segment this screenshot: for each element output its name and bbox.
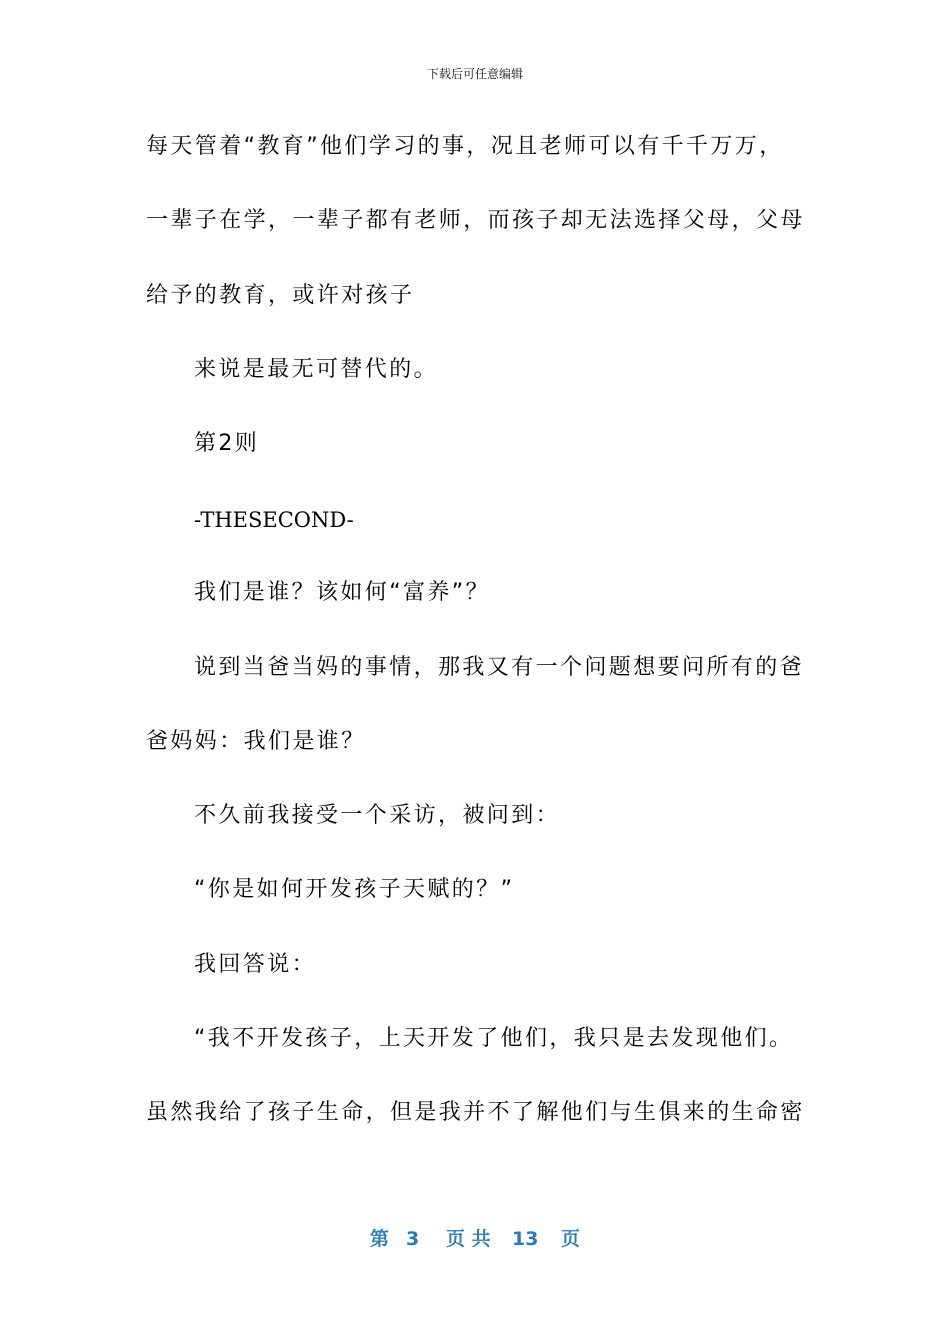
paragraph-line: 一辈子在学，一辈子都有老师，而孩子却无法选择父母，父母	[146, 208, 805, 233]
footer-suffix: 页	[561, 1228, 581, 1250]
paragraph-line: 我们是谁？该如何“富养”？	[194, 580, 490, 605]
paragraph-line: “我不开发孩子，上天开发了他们，我只是去发现他们。	[194, 1026, 794, 1051]
paragraph-line: 来说是最无可替代的。	[194, 357, 439, 382]
paragraph-line: 每天管着“教育”他们学习的事，况且老师可以有千千万万，	[146, 134, 784, 159]
paragraph-line: 不久前我接受一个采访，被问到：	[194, 803, 561, 828]
footer-prefix: 第	[370, 1228, 390, 1250]
section-subheading: -THESECOND-	[194, 508, 354, 532]
footer-middle: 页 共	[446, 1228, 491, 1250]
paragraph-line: 我回答说：	[194, 952, 317, 977]
page-footer	[0, 1226, 950, 1252]
section-heading: 第2则	[194, 431, 260, 456]
paragraph-line: 爸妈妈：我们是谁？	[146, 729, 366, 754]
paragraph-line: 给予的教育，或许对孩子	[146, 283, 415, 308]
paragraph-line: 虽然我给了孩子生命，但是我并不了解他们与生俱来的生命密	[146, 1100, 805, 1125]
page-header: 下载后可任意编辑	[426, 67, 523, 81]
paragraph-line: “你是如何开发孩子天赋的？”	[194, 877, 515, 902]
paragraph-line: 说到当爸当妈的事情，那我又有一个问题想要问所有的爸	[194, 655, 805, 680]
footer-total-pages: 13	[512, 1228, 539, 1250]
footer-page-number: 3	[406, 1228, 420, 1250]
